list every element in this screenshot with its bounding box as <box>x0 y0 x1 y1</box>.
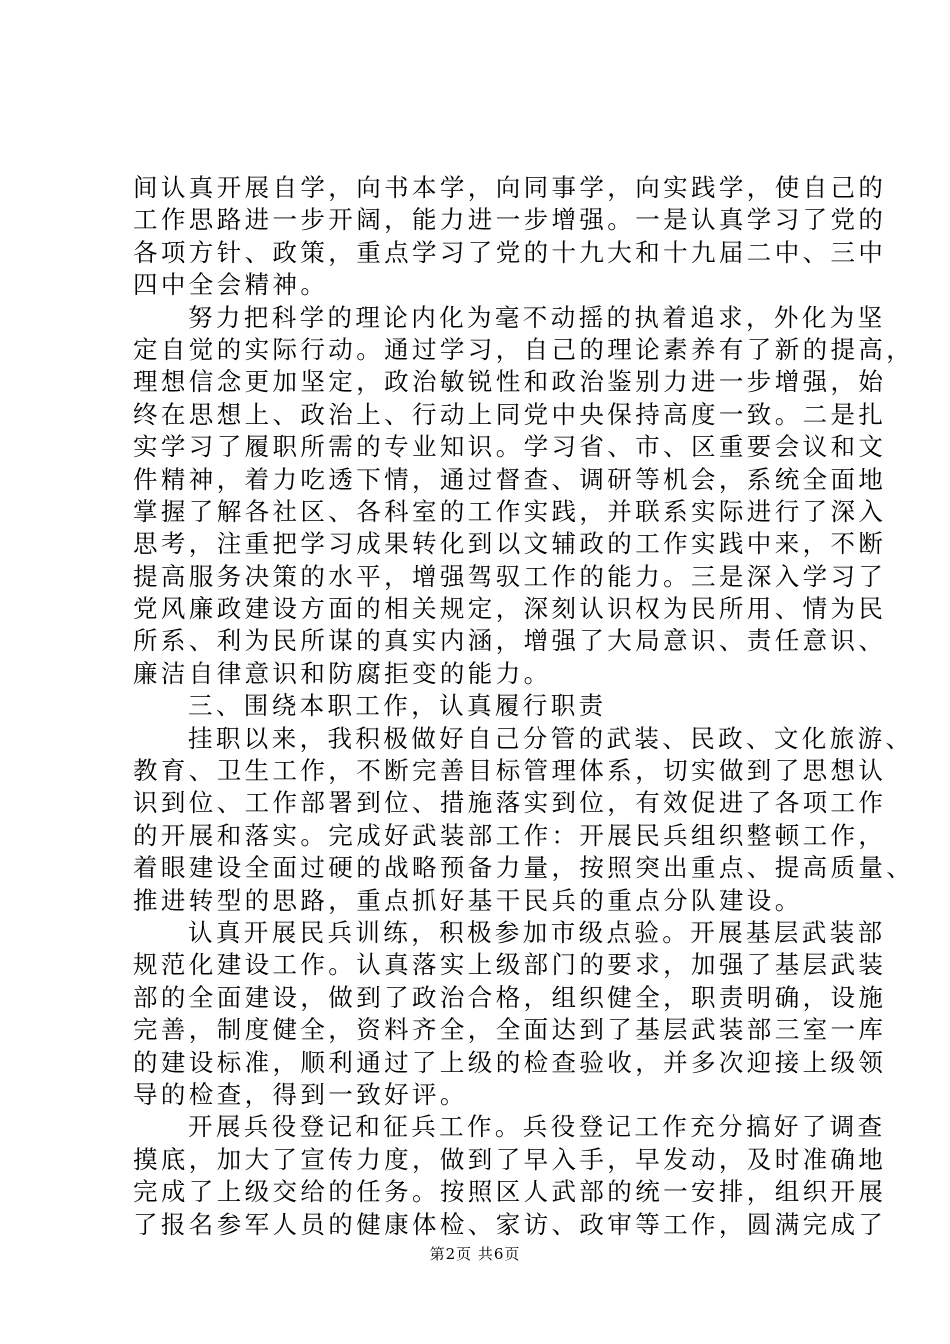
text-line: 推进转型的思路，重点抓好基干民兵的重点分队建设。 <box>133 885 803 915</box>
text-line: 努力把科学的理论内化为毫不动摇的执着追求，外化为坚 <box>188 302 886 332</box>
text-line: 的建设标准，顺利通过了上级的检查验收，并多次迎接上级领 <box>133 1047 887 1077</box>
text-line: 提高服务决策的水平，增强驾驭工作的能力。三是深入学习了 <box>133 561 887 591</box>
text-line: 理想信念更加坚定，政治敏锐性和政治鉴别力进一步增强，始 <box>133 367 887 397</box>
text-line: 所系、利为民所谋的真实内涵，增强了大局意识、责任意识、 <box>133 626 887 656</box>
text-line: 三、围绕本职工作，认真履行职责 <box>188 691 607 721</box>
text-line: 思考，注重把学习成果转化到以文辅政的工作实践中来，不断 <box>133 529 887 559</box>
text-line: 终在思想上、政治上、行动上同党中央保持高度一致。二是扎 <box>133 399 887 429</box>
text-line: 导的检查，得到一致好评。 <box>133 1079 468 1109</box>
text-line: 认真开展民兵训练，积极参加市级点验。开展基层武装部 <box>188 917 886 947</box>
text-line: 完成了上级交给的任务。按照区人武部的统一安排，组织开展 <box>133 1177 887 1207</box>
text-line: 教育、卫生工作，不断完善目标管理体系，切实做到了思想认 <box>133 756 887 786</box>
text-line: 规范化建设工作。认真落实上级部门的要求，加强了基层武装 <box>133 950 887 980</box>
text-line: 完善，制度健全，资料齐全，全面达到了基层武装部三室一库 <box>133 1015 887 1045</box>
text-line: 挂职以来，我积极做好自己分管的武装、民政、文化旅游、 <box>188 723 914 753</box>
text-line: 定自觉的实际行动。通过学习，自己的理论素养有了新的提高， <box>133 334 915 364</box>
text-line: 识到位、工作部署到位、措施落实到位，有效促进了各项工作 <box>133 788 887 818</box>
document-body <box>133 172 915 1241</box>
text-line: 实学习了履职所需的专业知识。学习省、市、区重要会议和文 <box>133 432 887 462</box>
text-line: 工作思路进一步开阔，能力进一步增强。一是认真学习了党的 <box>133 205 887 235</box>
text-line: 党风廉政建设方面的相关规定，深刻认识权为民所用、情为民 <box>133 594 887 624</box>
text-line: 的开展和落实。完成好武装部工作：开展民兵组织整顿工作， <box>133 820 887 850</box>
page-footer: 第2页 共6页 <box>429 1245 521 1263</box>
text-line: 开展兵役登记和征兵工作。兵役登记工作充分搞好了调查 <box>188 1112 886 1142</box>
text-line: 摸底，加大了宣传力度，做到了早入手，早发动，及时准确地 <box>133 1144 887 1174</box>
text-line: 间认真开展自学，向书本学，向同事学，向实践学，使自己的 <box>133 173 887 202</box>
text-line: 四中全会精神。 <box>133 270 329 300</box>
text-line: 着眼建设全面过硬的战略预备力量，按照突出重点、提高质量、 <box>133 853 915 883</box>
text-line: 了报名参军人员的健康体检、家访、政审等工作，圆满完成了 <box>133 1209 887 1239</box>
text-line: 各项方针、政策，重点学习了党的十九大和十九届二中、三中 <box>133 237 887 267</box>
text-line: 部的全面建设，做到了政治合格，组织健全，职责明确，设施 <box>133 982 887 1012</box>
text-line: 件精神，着力吃透下情，通过督查、调研等机会，系统全面地 <box>133 464 887 494</box>
text-line: 廉洁自律意识和防腐拒变的能力。 <box>133 658 552 688</box>
text-line: 掌握了解各社区、各科室的工作实践，并联系实际进行了深入 <box>133 496 887 526</box>
